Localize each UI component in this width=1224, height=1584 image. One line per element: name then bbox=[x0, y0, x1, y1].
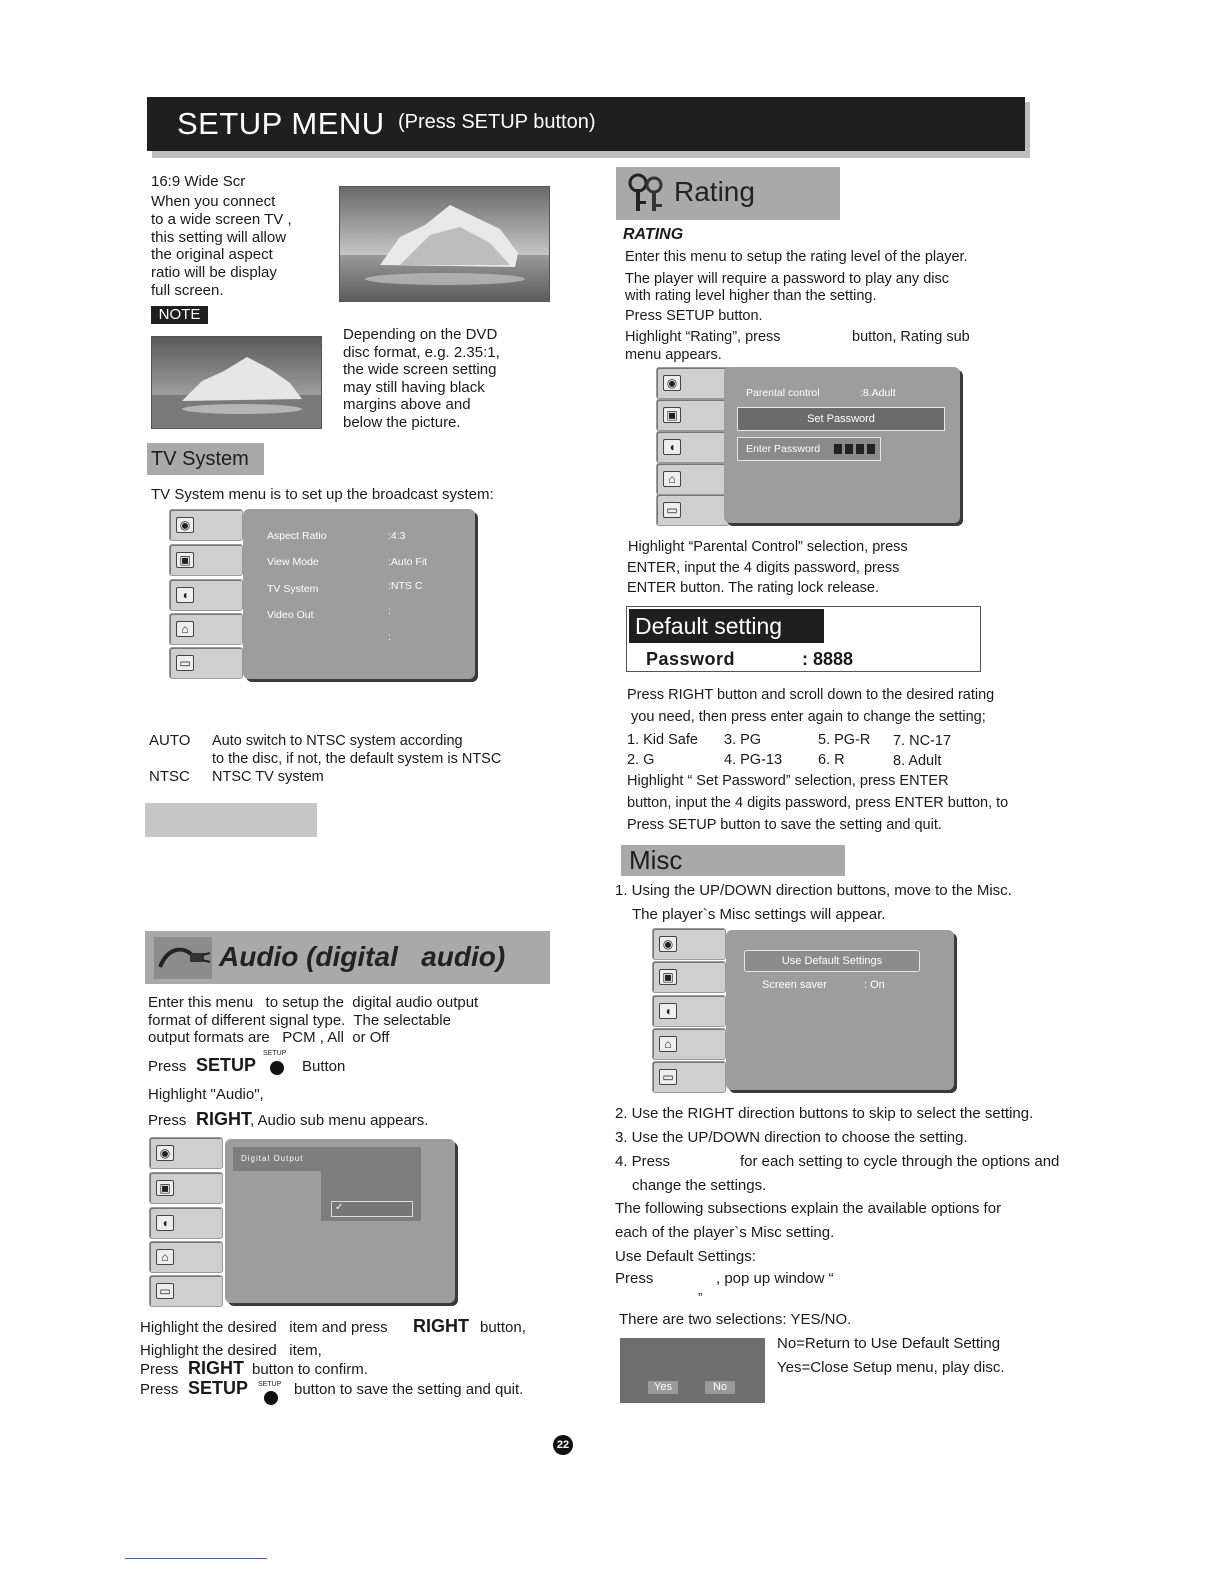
scroll-line: Press RIGHT button and scroll down to the desired rating bbox=[627, 687, 995, 703]
speaker-icon: ◖ bbox=[156, 1215, 174, 1231]
menu-row-label[interactable]: Aspect Ratio bbox=[267, 530, 327, 542]
lock-icon: ⌂ bbox=[659, 1036, 677, 1052]
note-label: NOTE bbox=[151, 306, 208, 324]
misc-icon: ▭ bbox=[659, 1069, 677, 1085]
wide-line: full screen. bbox=[151, 282, 224, 299]
rating-menu-panel bbox=[724, 367, 960, 523]
audio-bottom: button, bbox=[480, 1319, 526, 1336]
note-line: disc format, e.g. 2.35:1, bbox=[343, 344, 500, 361]
menu-tab-video[interactable] bbox=[652, 961, 726, 993]
blank-section-tab bbox=[145, 803, 317, 837]
audio-setup-word: SETUP bbox=[196, 1055, 257, 1075]
header-subtitle: (Press SETUP button) bbox=[398, 111, 596, 133]
password-mask bbox=[856, 444, 864, 454]
misc-explain: each of the player`s Misc setting. bbox=[615, 1224, 835, 1241]
use-default-settings-button[interactable]: Use Default Settings bbox=[744, 950, 920, 972]
check-icon: ✓ bbox=[335, 1202, 344, 1213]
password-mask bbox=[845, 444, 853, 454]
video-icon: ▣ bbox=[659, 969, 677, 985]
rating-after: ENTER button. The rating lock release. bbox=[627, 580, 879, 596]
menu-tab-general[interactable] bbox=[149, 1137, 223, 1169]
lock-icon: ⌂ bbox=[663, 471, 681, 487]
menu-row-value: : bbox=[388, 631, 391, 643]
digital-output-label: Digital Output bbox=[241, 1154, 304, 1163]
rating-option: 8. Adult bbox=[893, 753, 942, 769]
tv-menu-panel bbox=[243, 509, 475, 679]
parental-control-label[interactable]: Parental control bbox=[746, 387, 820, 399]
misc-step: 4. Press bbox=[615, 1153, 671, 1170]
misc-line: 1. Using the UP/DOWN direction buttons, move to the Misc. bbox=[615, 882, 1012, 899]
menu-tab-video[interactable] bbox=[169, 544, 243, 576]
rating-line: with rating level higher than the setting. bbox=[625, 288, 877, 304]
misc-step: 2. Use the RIGHT direction buttons to skip to select the setting. bbox=[615, 1105, 1034, 1122]
default-setting-tab: Default setting bbox=[629, 609, 824, 643]
misc-icon: ▭ bbox=[176, 655, 194, 671]
rating-line: The player will require a password to play any disc bbox=[625, 271, 949, 287]
rating-tab bbox=[616, 167, 840, 220]
audio-press-right-tail: , Audio sub menu appears. bbox=[250, 1112, 429, 1129]
audio-bottom: Highlight the desired item and press bbox=[140, 1319, 388, 1336]
password-mask bbox=[834, 444, 842, 454]
misc-step: for each setting to cycle through the options and bbox=[740, 1153, 1060, 1170]
keys-icon bbox=[624, 171, 670, 216]
rating-line: Press SETUP button. bbox=[625, 308, 763, 324]
disc-icon: ◉ bbox=[663, 375, 681, 391]
misc-press: Press bbox=[615, 1270, 654, 1287]
header-title: SETUP MENU bbox=[177, 106, 385, 141]
menu-row-label[interactable]: TV System bbox=[267, 583, 319, 595]
disc-icon: ◉ bbox=[176, 517, 194, 533]
misc-explain: Use Default Settings: bbox=[615, 1248, 756, 1265]
audio-plug-icon bbox=[154, 937, 212, 979]
setup-button-icon bbox=[264, 1391, 278, 1410]
setpw-line: Press SETUP button to save the setting and quit. bbox=[627, 817, 942, 833]
screen-saver-value: : On bbox=[864, 979, 885, 991]
rating-highlight: button, Rating sub bbox=[852, 329, 970, 345]
misc-no-desc: No=Return to Use Default Setting bbox=[777, 1335, 1001, 1352]
rating-after: ENTER, input the 4 digits password, press bbox=[627, 560, 900, 576]
misc-line: The player`s Misc settings will appear. bbox=[632, 906, 886, 923]
audio-menu bbox=[149, 1137, 461, 1309]
rating-option: 5. PG-R bbox=[818, 732, 871, 748]
menu-tab-rating[interactable] bbox=[169, 613, 243, 645]
menu-tab-rating[interactable] bbox=[652, 1028, 726, 1060]
rating-line: menu appears. bbox=[625, 347, 722, 363]
audio-bottom: Press bbox=[140, 1381, 179, 1398]
menu-row-value: :Auto Fit bbox=[388, 556, 428, 568]
rating-highlight: Highlight “Rating”, press bbox=[625, 329, 781, 345]
iceberg-letterbox-image bbox=[151, 336, 322, 429]
menu-tab-misc[interactable] bbox=[169, 647, 243, 679]
tv-system-menu bbox=[169, 509, 481, 684]
rating-option: 3. PG bbox=[724, 732, 762, 748]
misc-menu-panel bbox=[726, 930, 954, 1090]
audio-press-word: Press bbox=[148, 1112, 187, 1129]
menu-tab-general[interactable] bbox=[169, 509, 243, 541]
audio-bottom: Highlight the desired item, bbox=[140, 1342, 322, 1359]
misc-two-selections: There are two selections: YES/NO. bbox=[619, 1311, 852, 1328]
def-desc: to the disc, if not, the default system is NTSC bbox=[212, 751, 502, 767]
audio-bottom-setup: SETUP bbox=[188, 1378, 249, 1398]
tv-system-tab: TV System bbox=[147, 443, 264, 475]
rating-option: 4. PG-13 bbox=[724, 752, 783, 768]
scroll-line: you need, then press enter again to change the setting; bbox=[627, 709, 986, 725]
iceberg-widescreen-image bbox=[339, 186, 550, 302]
menu-row-value: :4:3 bbox=[388, 530, 406, 542]
audio-menu-panel bbox=[225, 1139, 455, 1303]
selected-option[interactable] bbox=[331, 1201, 413, 1217]
misc-explain: The following subsections explain the available options for bbox=[615, 1200, 1002, 1217]
rating-after: Highlight “Parental Control” selection, press bbox=[628, 539, 908, 555]
wide-line: this setting will allow bbox=[151, 229, 287, 246]
video-icon: ▣ bbox=[176, 552, 194, 568]
menu-tab-video[interactable] bbox=[656, 399, 730, 431]
misc-press: , pop up window “ bbox=[716, 1270, 834, 1287]
menu-tab-misc[interactable] bbox=[149, 1275, 223, 1307]
rating-menu bbox=[656, 367, 966, 529]
misc-close-quote: ” bbox=[698, 1290, 703, 1305]
speaker-icon: ◖ bbox=[663, 439, 681, 455]
misc-menu bbox=[652, 928, 962, 1096]
menu-tab-rating[interactable] bbox=[656, 463, 730, 495]
wide-line: the original aspect bbox=[151, 246, 273, 263]
misc-step: 3. Use the UP/DOWN direction to choose the setting. bbox=[615, 1129, 968, 1146]
misc-tab: Misc bbox=[621, 845, 845, 876]
lock-icon: ⌂ bbox=[156, 1249, 174, 1265]
audio-line: Enter this menu to setup the digital audio output bbox=[148, 994, 479, 1011]
enter-password-label: Enter Password bbox=[746, 443, 821, 455]
audio-bottom-right: RIGHT bbox=[188, 1358, 244, 1378]
tv-intro: TV System menu is to set up the broadcast system: bbox=[151, 486, 494, 503]
audio-bottom: button to confirm. bbox=[252, 1361, 368, 1378]
menu-row-value: :NTS C bbox=[388, 580, 423, 592]
def-term: AUTO bbox=[149, 732, 191, 749]
menu-tab-general[interactable] bbox=[656, 367, 730, 399]
def-desc: Auto switch to NTSC system according bbox=[212, 733, 463, 749]
rating-option: 1. Kid Safe bbox=[627, 732, 698, 748]
footer-rule bbox=[125, 1558, 267, 1559]
wide-line: When you connect bbox=[151, 193, 276, 210]
menu-tab-video[interactable] bbox=[149, 1172, 223, 1204]
page-number: 22 bbox=[553, 1435, 573, 1455]
note-line: may still having black bbox=[343, 379, 485, 396]
set-password-button[interactable]: Set Password bbox=[737, 407, 945, 431]
audio-bottom-right: RIGHT bbox=[413, 1316, 469, 1336]
password-mask bbox=[867, 444, 875, 454]
no-button[interactable]: No bbox=[705, 1381, 735, 1394]
note-line: margins above and bbox=[343, 396, 471, 413]
rating-heading: RATING bbox=[623, 226, 684, 243]
audio-line: output formats are PCM , All or Off bbox=[148, 1029, 390, 1046]
def-term: NTSC bbox=[149, 768, 190, 785]
note-line: below the picture. bbox=[343, 414, 461, 431]
confirm-popup bbox=[620, 1338, 765, 1403]
wide-line: ratio will be display bbox=[151, 264, 277, 281]
menu-tab-audio[interactable] bbox=[656, 431, 730, 463]
audio-highlight: Highlight "Audio", bbox=[148, 1086, 264, 1103]
menu-tab-audio[interactable] bbox=[652, 995, 726, 1027]
screen-saver-label[interactable]: Screen saver bbox=[762, 979, 827, 991]
menu-tab-rating[interactable] bbox=[149, 1241, 223, 1273]
password-label: Password bbox=[646, 649, 736, 669]
misc-icon: ▭ bbox=[663, 502, 681, 518]
video-icon: ▣ bbox=[663, 407, 681, 423]
wide-title: 16:9 Wide Scr bbox=[151, 173, 246, 190]
audio-tab bbox=[145, 931, 550, 984]
audio-tab-title: Audio (digital audio) bbox=[219, 941, 506, 972]
audio-bottom: button to save the setting and quit. bbox=[294, 1381, 524, 1398]
rating-line: Enter this menu to setup the rating level of the player. bbox=[625, 249, 968, 265]
setpw-line: button, input the 4 digits password, press ENTER button, to bbox=[627, 795, 1009, 811]
setup-tiny-label: SETUP bbox=[263, 1050, 287, 1057]
audio-line: format of different signal type. The selectable bbox=[148, 1012, 451, 1029]
note-line: the wide screen setting bbox=[343, 361, 497, 378]
def-desc: NTSC TV system bbox=[212, 769, 324, 785]
menu-tab-misc[interactable] bbox=[656, 494, 730, 526]
lock-icon: ⌂ bbox=[176, 621, 194, 637]
menu-row-label[interactable]: View Mode bbox=[267, 556, 319, 568]
note-line: Depending on the DVD bbox=[343, 326, 498, 343]
password-value: : 8888 bbox=[802, 649, 854, 669]
rating-option: 6. R bbox=[818, 752, 845, 768]
page-header bbox=[147, 97, 1025, 151]
menu-tab-audio[interactable] bbox=[169, 579, 243, 611]
enter-password-field[interactable] bbox=[737, 437, 881, 461]
wide-line: to a wide screen TV , bbox=[151, 211, 292, 228]
misc-yes-desc: Yes=Close Setup menu, play disc. bbox=[777, 1359, 1005, 1376]
misc-icon: ▭ bbox=[156, 1283, 174, 1299]
digital-output-row[interactable] bbox=[233, 1147, 421, 1171]
speaker-icon: ◖ bbox=[176, 587, 194, 603]
menu-row-value: : bbox=[388, 605, 391, 617]
audio-right-word: RIGHT bbox=[196, 1109, 252, 1129]
setup-button-icon bbox=[270, 1061, 284, 1080]
setpw-line: Highlight “ Set Password” selection, press ENTER bbox=[627, 773, 949, 789]
setup-tiny-label: SETUP bbox=[258, 1381, 282, 1388]
rating-option: 2. G bbox=[627, 752, 655, 768]
audio-button-word: Button bbox=[302, 1058, 346, 1075]
menu-tab-audio[interactable] bbox=[149, 1207, 223, 1239]
menu-tab-misc[interactable] bbox=[652, 1061, 726, 1093]
audio-bottom: Press bbox=[140, 1361, 179, 1378]
speaker-icon: ◖ bbox=[659, 1003, 677, 1019]
yes-button[interactable]: Yes bbox=[648, 1381, 678, 1394]
default-setting-box bbox=[626, 606, 981, 672]
rating-option: 7. NC-17 bbox=[893, 733, 952, 749]
disc-icon: ◉ bbox=[156, 1145, 174, 1161]
rating-tab-title: Rating bbox=[674, 176, 755, 207]
parental-control-value: :8.Adult bbox=[860, 387, 896, 399]
menu-tab-general[interactable] bbox=[652, 928, 726, 960]
misc-step: change the settings. bbox=[632, 1177, 767, 1194]
disc-icon: ◉ bbox=[659, 936, 677, 952]
video-icon: ▣ bbox=[156, 1180, 174, 1196]
menu-row-label[interactable]: Video Out bbox=[267, 609, 314, 621]
audio-press-word: Press bbox=[148, 1058, 187, 1075]
